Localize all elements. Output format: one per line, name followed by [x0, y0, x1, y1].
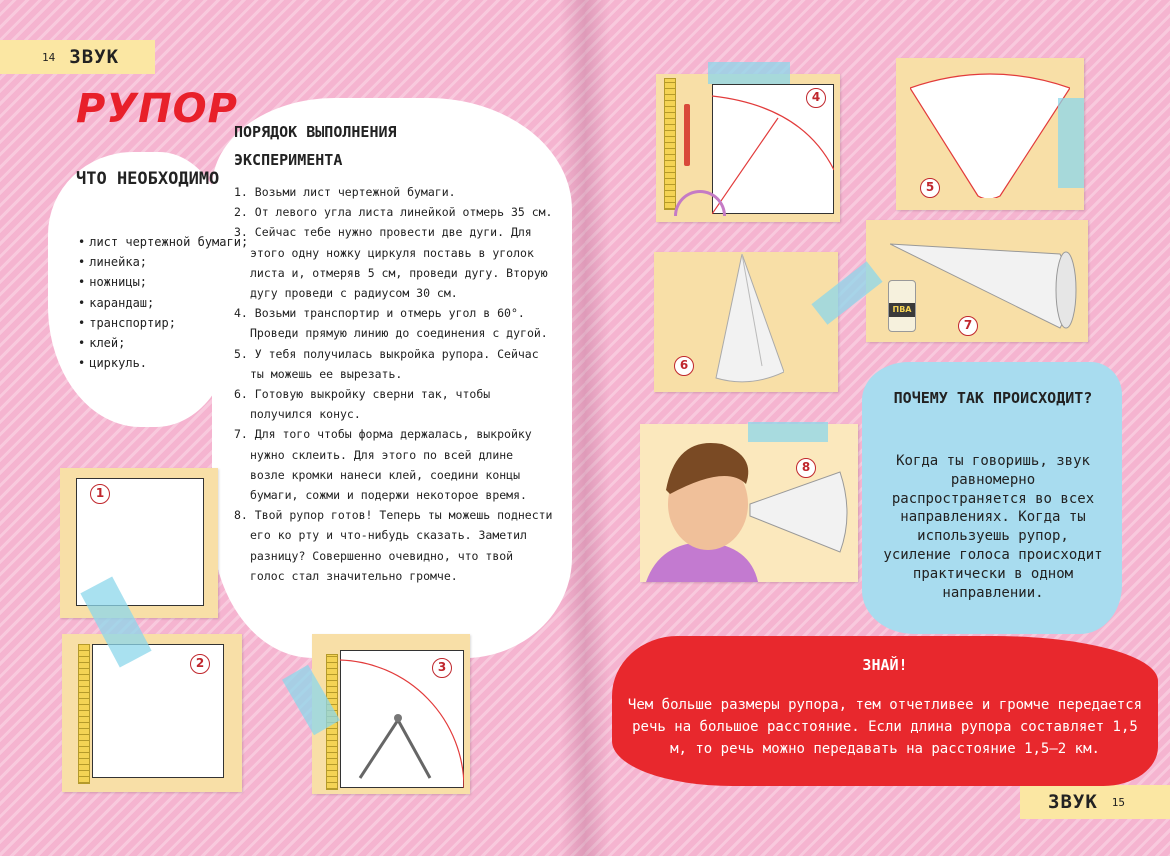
list-item: • клей; [78, 333, 248, 353]
materials-list [78, 232, 248, 373]
figure-number: 8 [796, 458, 816, 478]
figure-4-card [656, 74, 840, 222]
list-item: • линейка; [78, 252, 248, 272]
page-number: 14 [42, 50, 56, 64]
glue-label: ПВА [889, 303, 915, 317]
steps-list [234, 182, 554, 586]
figure-6-card [654, 252, 838, 392]
know-title: ЗНАЙ! [862, 656, 908, 674]
figure-5-card [896, 58, 1084, 210]
figure-number: 2 [190, 654, 210, 674]
know-text: Чем больше размеры рупора, тем отчетливее и громче передается речь на большое расстояние. Если длина рупора составляет 1,5 м, то речь можно передавать на расстояние 1,5—2 км. [627, 697, 1143, 757]
step-item: 6. Готовую выкройку сверни так, чтобы получился конус. [234, 387, 491, 422]
list-item: • карандаш; [78, 293, 248, 313]
figure-2-card [62, 634, 242, 792]
list-item: • циркуль. [78, 353, 248, 373]
step-item: 3. Сейчас тебе нужно провести две дуги. Для этого одну ножку циркуля поставь в уголок листа и, отмеряв 5 см, проведи дугу. Вторую дугу проведи с радиусом 30 см. [234, 225, 548, 301]
step-item: 2. От левого угла листа линейкой отмерь 35 см. [234, 205, 553, 220]
pencil-icon [684, 104, 690, 166]
step-item: 1. Возьми лист чертежной бумаги. [234, 185, 456, 199]
step-item: 8. Твой рупор готов! Теперь ты можешь поднести его ко рту и что-нибудь сказать. Заметил разницу? Совершенно очевидно, что твой голос стал значительно громче. [234, 508, 553, 583]
ruler-icon [78, 644, 90, 784]
section-label: ЗВУК [69, 46, 120, 68]
right-page-header [1020, 785, 1170, 819]
why-text: Когда ты говоришь, звук равномерно распространяется во всех направлениях. Когда ты используешь рупор, усиление голоса происходит практически в одном направлении. [883, 453, 1103, 601]
glue-bottle-icon [888, 280, 916, 332]
figure-8-card [640, 424, 858, 582]
figure-number: 7 [958, 316, 978, 336]
figure-number: 4 [806, 88, 826, 108]
figure-7-card [866, 220, 1088, 342]
figure-number: 1 [90, 484, 110, 504]
why-title: ПОЧЕМУ ТАК ПРОИСХОДИТ? [893, 389, 1093, 407]
cone-horn-drawing [890, 224, 1080, 334]
paper-cone-drawing [714, 254, 784, 388]
list-item: • транспортир; [78, 313, 248, 333]
left-page-header [0, 40, 155, 74]
tape-strip [1058, 98, 1084, 188]
steps-title: ПОРЯДОК ВЫПОЛНЕНИЯ ЭКСПЕРИМЕНТА [234, 123, 397, 169]
materials-title: ЧТО НЕОБХОДИМО [76, 169, 220, 189]
tape-strip [708, 62, 790, 84]
figure-number: 5 [920, 178, 940, 198]
page-title: РУПОР [76, 86, 238, 132]
list-item: • лист чертежной бумаги; [78, 232, 248, 252]
page-number: 15 [1111, 795, 1126, 809]
step-item: 5. У тебя получилась выкройка рупора. Сейчас ты можешь ее вырезать. [234, 346, 539, 381]
step-item: 7. Для того чтобы форма держалась, выкройку нужно склеить. Для этого по всей длине возле кромки нанеси клей, соедини концы бумаги, сожми и подержи некоторое время. [234, 427, 532, 503]
tape-strip [748, 422, 828, 442]
list-item: • ножницы; [78, 272, 248, 292]
ruler-icon [664, 78, 676, 210]
step-item: 4. Возьми транспортир и отмерь угол в 60°. Проведи прямую линию до соединения с дугой. [234, 306, 548, 341]
figure-number: 6 [674, 356, 694, 376]
figure-number: 3 [432, 658, 452, 678]
section-label: ЗВУК [1048, 791, 1098, 813]
boy-with-horn-drawing [640, 424, 858, 582]
